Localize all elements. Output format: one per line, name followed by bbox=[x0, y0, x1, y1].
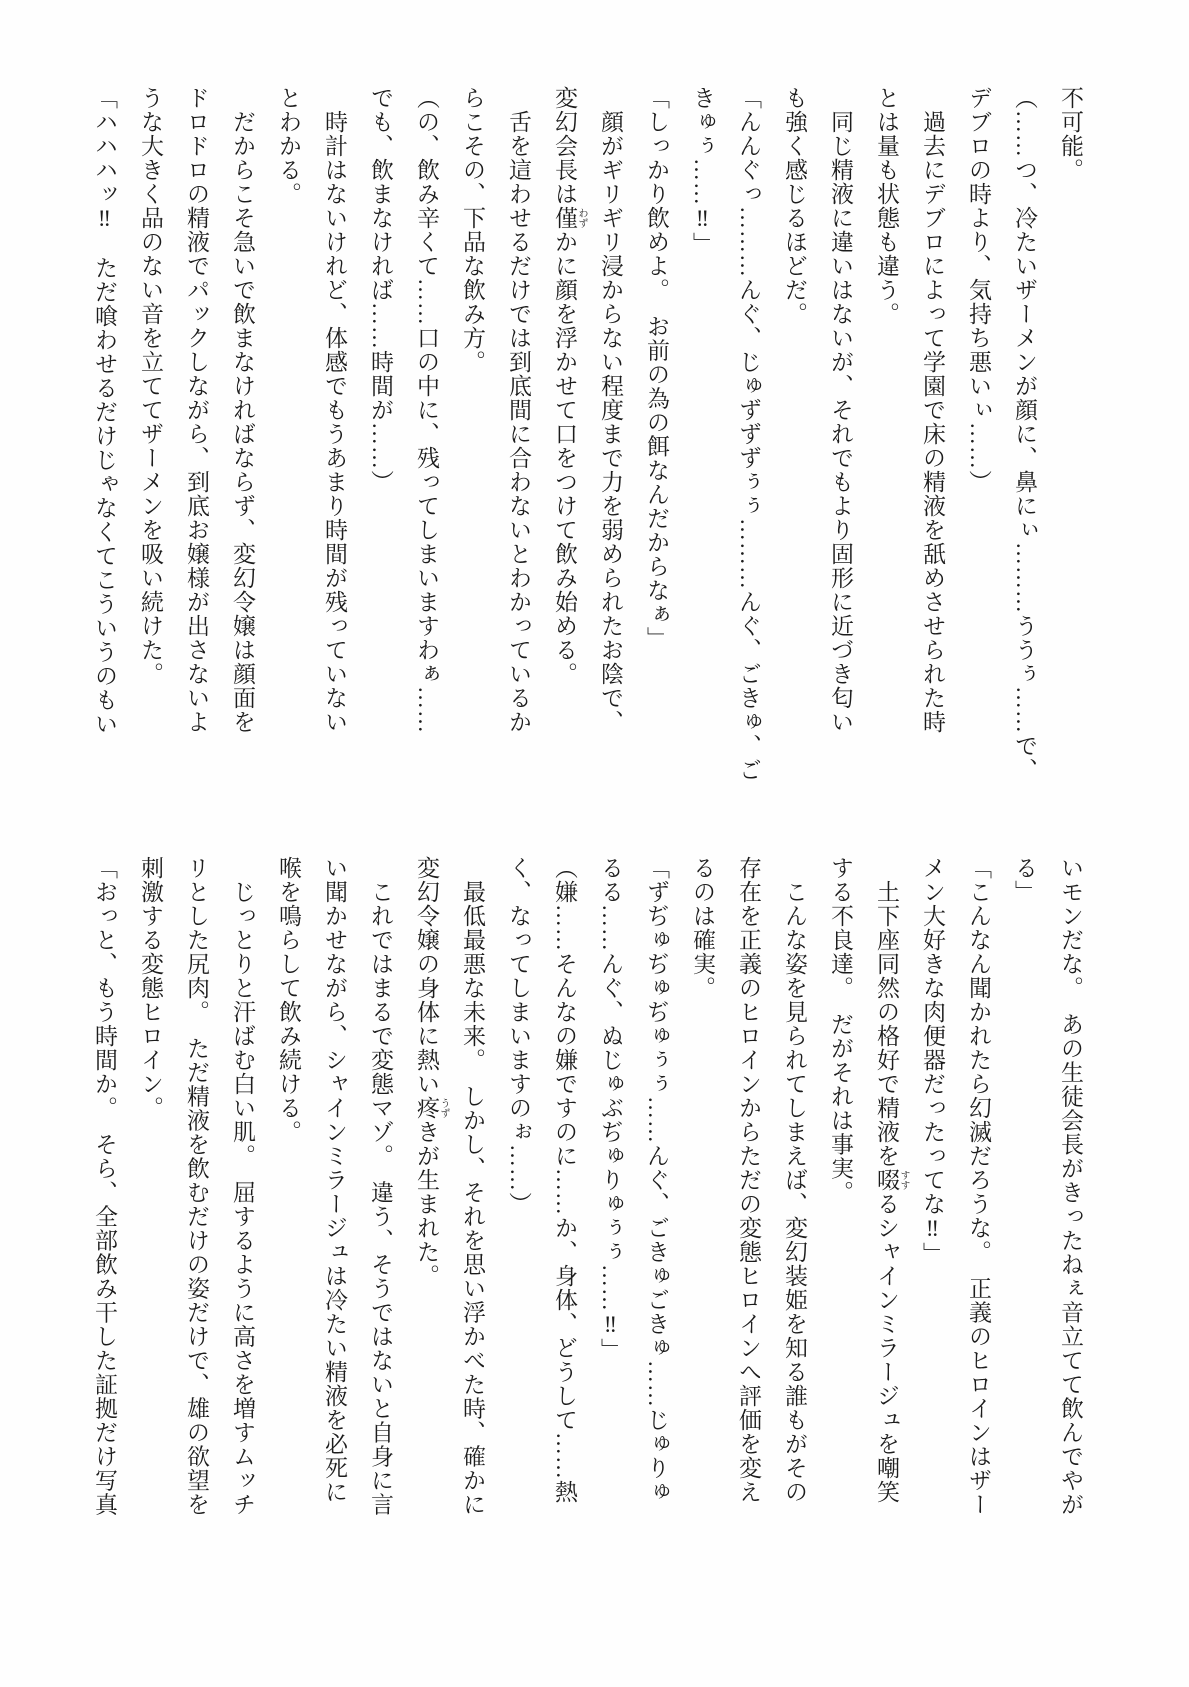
text-column: メン大好きな肉便器だったってな‼」 bbox=[920, 856, 945, 1266]
text-column: とは量も状態も違う。 bbox=[874, 86, 899, 326]
text-column: こんな姿を見られてしまえば、変幻装姫を知る誰もがその bbox=[782, 856, 807, 1504]
text-column: も強く感じるほどだ。 bbox=[782, 86, 807, 326]
text-column: じっとりと汗ばむ白い肌。 屈するように高さを増すムッチ bbox=[230, 856, 255, 1517]
text-column: 最低最悪な未来。 しかし、それを思い浮かべた時、確かに bbox=[460, 856, 485, 1517]
text-column: るのは確実。 bbox=[690, 856, 715, 1000]
ruby-annotation: 啜 すす bbox=[874, 1168, 909, 1192]
text-column: うな大きく品のない音を立ててザーメンを吸い続けた。 bbox=[138, 86, 163, 686]
ruby-annotation: 僅 わず bbox=[552, 206, 587, 230]
text-column: ドロドロの精液でパックしながら、到底お嬢様が出さないよ bbox=[184, 86, 209, 734]
ruby-annotation: 疼 うず bbox=[414, 1096, 449, 1120]
text-column: 顔がギリギリ浸からない程度まで力を弱められたお陰で、 bbox=[598, 86, 623, 734]
text-column: るる……んぐ、ぬじゅぶぢゅりゅぅぅ……‼」 bbox=[598, 856, 623, 1362]
bottom-text-block bbox=[81, 856, 1093, 1570]
text-column: いモンだな。 あの生徒会長がきったねぇ音立てて飲んでやが bbox=[1058, 856, 1083, 1517]
text-column: 同じ精液に違いはないが、それでもより固形に近づき匂い bbox=[828, 86, 853, 734]
text-column: 「こんなん聞かれたら幻滅だろうな。 正義のヒロインはザー bbox=[966, 856, 991, 1517]
text-column: 過去にデブロによって学園で床の精液を舐めさせられた時 bbox=[920, 86, 945, 734]
text-column: 喉を鳴らして飲み続ける。 bbox=[276, 856, 301, 1144]
text-column: 「ハハハッ‼ ただ喰わせるだけじゃなくてこういうのもい bbox=[92, 86, 117, 736]
text-column: 刺激する変態ヒロイン。 bbox=[138, 856, 163, 1120]
text-column: （の、飲み辛くて……口の中に、残ってしまいますわぁ…… bbox=[414, 86, 439, 734]
text-column: （……つ、冷たいザーメンが顔に、鼻にぃ………ううぅ……で、 bbox=[1012, 86, 1037, 782]
text-column: 変幻令嬢の身体に熱い疼 うずきが生まれた。 bbox=[414, 856, 449, 1288]
text-column: とわかる。 bbox=[276, 86, 301, 206]
text-column: 時計はないけれど、体感でもうあまり時間が残っていない bbox=[322, 86, 347, 734]
text-column: でも、飲まなければ……時間が……） bbox=[368, 86, 393, 494]
text-column: 「おっと、もう時間か。 そら、全部飲み干した証拠だけ写真 bbox=[92, 856, 117, 1517]
text-column: 存在を正義のヒロインからただの変態ヒロインへ評価を変え bbox=[736, 856, 761, 1504]
text-column: 変幻会長は僅 わずかに顔を浮かせて口をつけて飲み始める。 bbox=[552, 86, 587, 686]
text-column: い聞かせながら、シャインミラージュは冷たい精液を必死に bbox=[322, 856, 347, 1504]
text-column: く、なってしまいますのぉ……） bbox=[506, 856, 531, 1216]
text-column: これではまるで変態マゾ。 違う、そうではないと自身に言 bbox=[368, 856, 393, 1517]
text-column: 「んんぐっ………んぐ、じゅずずずぅぅ………んぐ、ごきゅ、ご bbox=[736, 86, 761, 782]
top-text-block bbox=[81, 86, 1093, 786]
text-column: 不可能。 bbox=[1058, 86, 1083, 182]
text-column: 「ずぢゅぢゅぢゅぅぅ……んぐ、ごきゅごきゅ……じゅりゅ bbox=[644, 856, 669, 1504]
text-column: 「しっかり飲めよ。 お前の為の餌なんだからなぁ」 bbox=[644, 86, 669, 651]
text-column: る」 bbox=[1012, 856, 1037, 904]
text-column: きゅぅ……‼」 bbox=[690, 86, 715, 256]
text-column: らこその、下品な飲み方。 bbox=[460, 86, 485, 374]
text-column: リとした尻肉。 ただ精液を飲むだけの姿だけで、雄の欲望を bbox=[184, 856, 209, 1517]
text-column: デブロの時より、気持ち悪いぃ……） bbox=[966, 86, 991, 494]
text-column: だからこそ急いで飲まなければならず、変幻令嬢は顔面を bbox=[230, 86, 255, 734]
text-column: 土下座同然の格好で精液を啜 すするシャインミラージュを嘲笑 bbox=[874, 856, 909, 1504]
text-column: 舌を這わせるだけでは到底間に合わないとわかっているか bbox=[506, 86, 531, 734]
text-column: （嫌……そんなの嫌ですのに……か、身体、どうして……熱 bbox=[552, 856, 577, 1504]
text-column: する不良達。 だがそれは事実。 bbox=[828, 856, 853, 1205]
